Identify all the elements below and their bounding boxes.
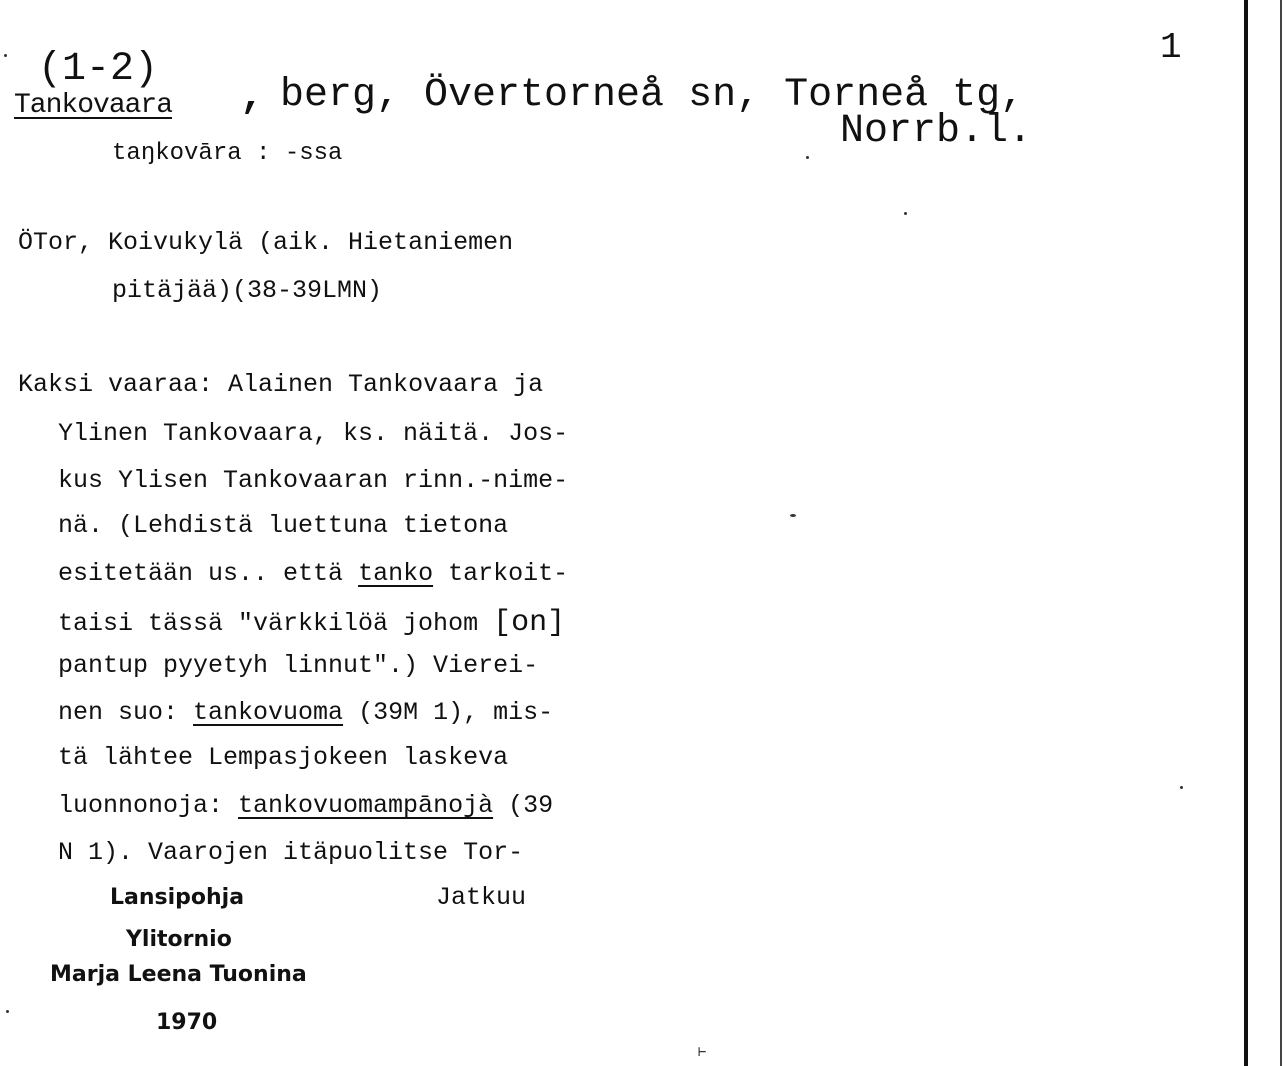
term-tanko: tanko <box>358 559 434 588</box>
body-line-5 <box>58 561 568 586</box>
scan-speck <box>904 212 907 215</box>
headword: Tankovaara <box>14 90 173 121</box>
body-line-10-start: luonnonoja: <box>58 791 239 820</box>
body-line-9: tä lähtee Lempasjokeen laskeva <box>58 743 509 772</box>
headword-comma: , <box>240 75 265 120</box>
location-line-2: Norrb.l. <box>840 109 1033 154</box>
body-line-5-start: esitetään us.. että <box>58 559 359 588</box>
body-line-6 <box>58 608 565 638</box>
card-edge-line-right <box>1280 0 1282 1066</box>
scan-speck <box>1180 786 1183 789</box>
term-tankovuomampanoja: tankovuomampānojà <box>238 791 494 820</box>
scan-speck <box>6 1010 9 1013</box>
pronunciation-rest: kovāra : -ssa <box>155 140 343 167</box>
stamp-region: Lansipohja <box>110 885 245 910</box>
range-number: (1-2) <box>38 47 159 92</box>
body-line-6-start: taisi tässä "värkkilöä johom <box>58 609 494 638</box>
scan-speck <box>790 514 796 517</box>
body-line-10 <box>58 793 553 818</box>
place-line-2: pitäjää)(38-39LMN) <box>112 276 383 305</box>
pronunciation-start: ta <box>112 140 141 167</box>
stamp-parish: Ylitornio <box>126 927 232 952</box>
body-line-10-end: (39 <box>493 791 554 820</box>
body-line-8 <box>58 700 553 725</box>
term-tankovuoma: tankovuoma <box>193 698 344 727</box>
scan-speck <box>4 54 7 57</box>
stamp-collector: Marja Leena Tuonina <box>50 962 307 987</box>
bracket-insertion: [on] <box>493 606 566 640</box>
place-line-1: ÖTor, Koivukylä (aik. Hietaniemen <box>18 228 514 257</box>
card-number: 1 <box>1160 27 1182 68</box>
body-line-5-end: tarkoit- <box>433 559 569 588</box>
body-line-3: kus Ylisen Tankovaaran rinn.-nime- <box>58 466 569 495</box>
body-line-11: N 1). Vaarojen itäpuolitse Tor- <box>58 838 524 867</box>
body-line-8-end: (39M 1), mis- <box>343 698 554 727</box>
body-line-4: nä. (Lehdistä luettuna tietona <box>58 511 509 540</box>
pronunciation-eng: ŋ <box>140 140 156 167</box>
corner-mark: ⊢ <box>698 1045 707 1061</box>
card-edge-line <box>1244 0 1248 1066</box>
body-line-2: Ylinen Tankovaara, ks. näitä. Jos- <box>58 419 569 448</box>
body-line-1: Kaksi vaaraa: Alainen Tankovaara ja <box>18 370 544 399</box>
stamp-year: 1970 <box>156 1010 218 1035</box>
continued-note: Jatkuu <box>436 883 527 912</box>
body-line-8-start: nen suo: <box>58 698 194 727</box>
location-line-1: berg, Övertorneå sn, Torneå tg, <box>280 73 1025 118</box>
body-line-7: pantup pyyetyh linnut".) Vierei- <box>58 651 539 680</box>
pronunciation <box>112 142 342 166</box>
scan-speck <box>806 156 809 159</box>
